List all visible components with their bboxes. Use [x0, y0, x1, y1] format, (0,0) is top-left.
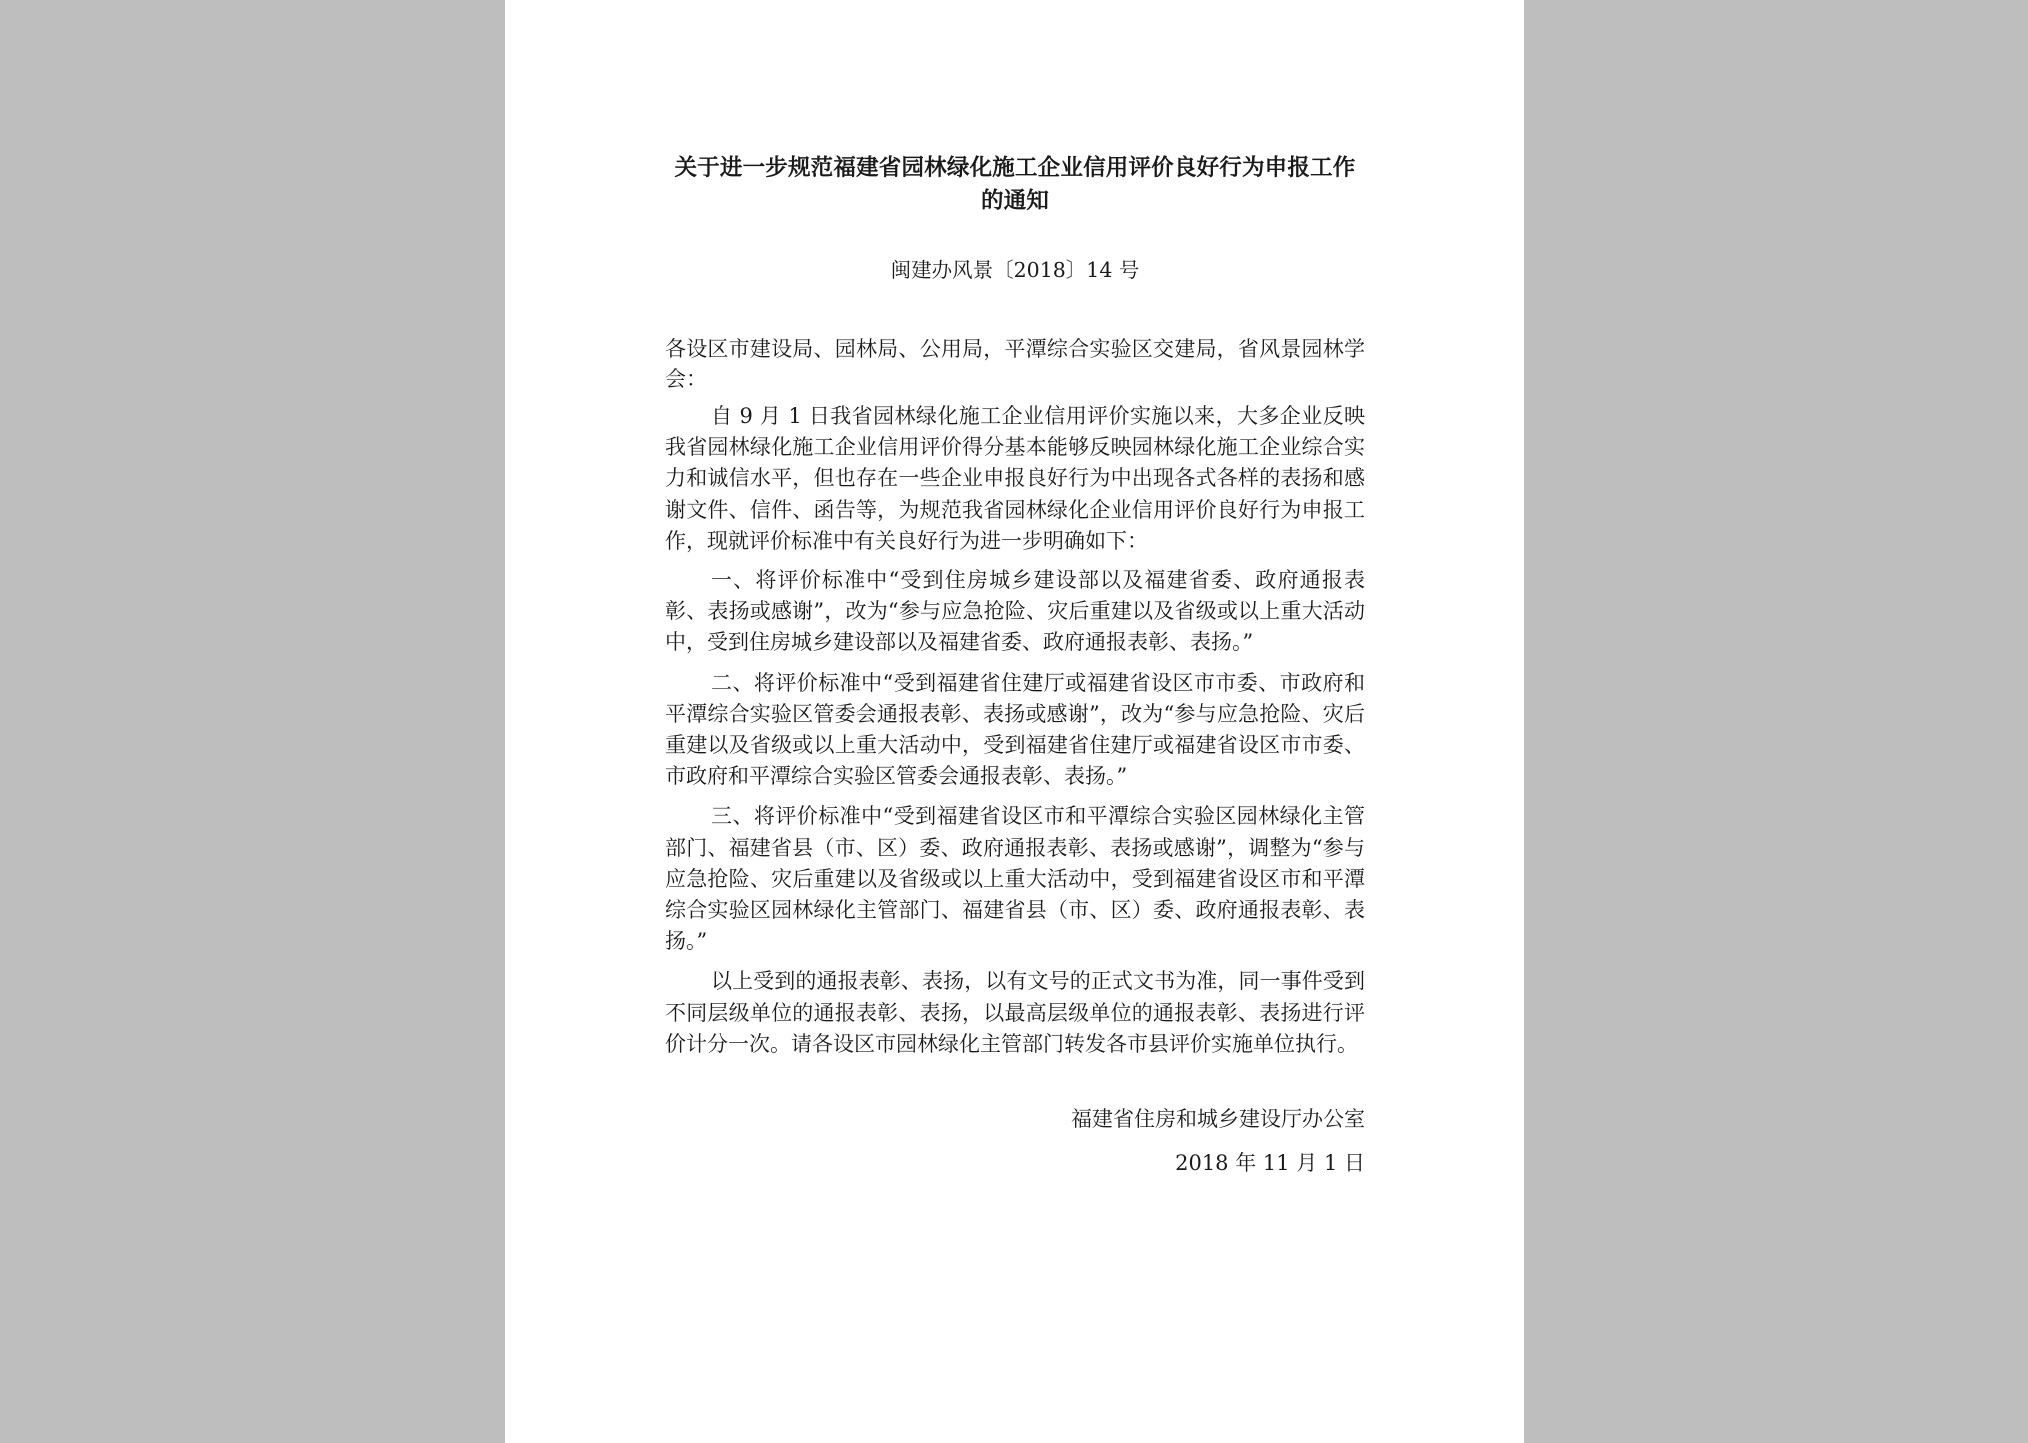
document-page	[505, 0, 1524, 1443]
document-title: 关于进一步规范福建省园林绿化施工企业信用评价良好行为申报工作的通知	[674, 155, 1356, 214]
issue-date: 2018 年 11 月 1 日	[1175, 1151, 1365, 1176]
paragraph-intro: 自 9 月 1 日我省园林绿化施工企业信用评价实施以来，大多企业反映我省园林绿化施工企业信用评价得分基本能够反映园林绿化施工企业综合实力和诚信水平，但也存在一些企业申报良好行为中出现各式各样的表扬和感谢文件、信件、函告等，为规范我省园林绿化企业信用评价良好行为申报工作，现就评价标准中有关良好行为进一步明确如下：	[665, 404, 1365, 553]
document-content	[665, 152, 1365, 1178]
paragraph-item-2: 二、将评价标准中“受到福建省住建厅或福建省设区市市委、市政府和平潭综合实验区管委会通报表彰、表扬或感谢”，改为“参与应急抢险、灾后重建以及省级或以上重大活动中，受到福建省住建厅或福建省设区市市委、市政府和平潭综合实验区管委会通报表彰、表扬。”	[665, 670, 1365, 789]
issuer-signature: 福建省住房和城乡建设厅办公室	[1071, 1107, 1365, 1132]
document-number: 闽建办风景〔2018〕14 号	[890, 258, 1140, 282]
paragraph-item-1: 一、将评价标准中“受到住房城乡建设部以及福建省委、政府通报表彰、表扬或感谢”，改为“参与应急抢险、灾后重建以及省级或以上重大活动中，受到住房城乡建设部以及福建省委、政府通报表彰、表扬。”	[665, 568, 1365, 655]
paragraph-closing: 以上受到的通报表彰、表扬，以有文号的正式文书为准，同一事件受到不同层级单位的通报表彰、表扬，以最高层级单位的通报表彰、表扬进行评价计分一次。请各设区市园林绿化主管部门转发各市县评价实施单位执行。	[665, 969, 1365, 1056]
paragraph-item-3: 三、将评价标准中“受到福建省设区市和平潭综合实验区园林绿化主管部门、福建省县（市、区）委、政府通报表彰、表扬或感谢”，调整为“参与应急抢险、灾后重建以及省级或以上重大活动中，受到福建省设区市和平潭综合实验区园林绿化主管部门、福建省县（市、区）委、政府通报表彰、表扬。”	[665, 804, 1365, 954]
salutation: 各设区市建设局、园林局、公用局，平潭综合实验区交建局，省风景园林学会：	[665, 337, 1365, 391]
